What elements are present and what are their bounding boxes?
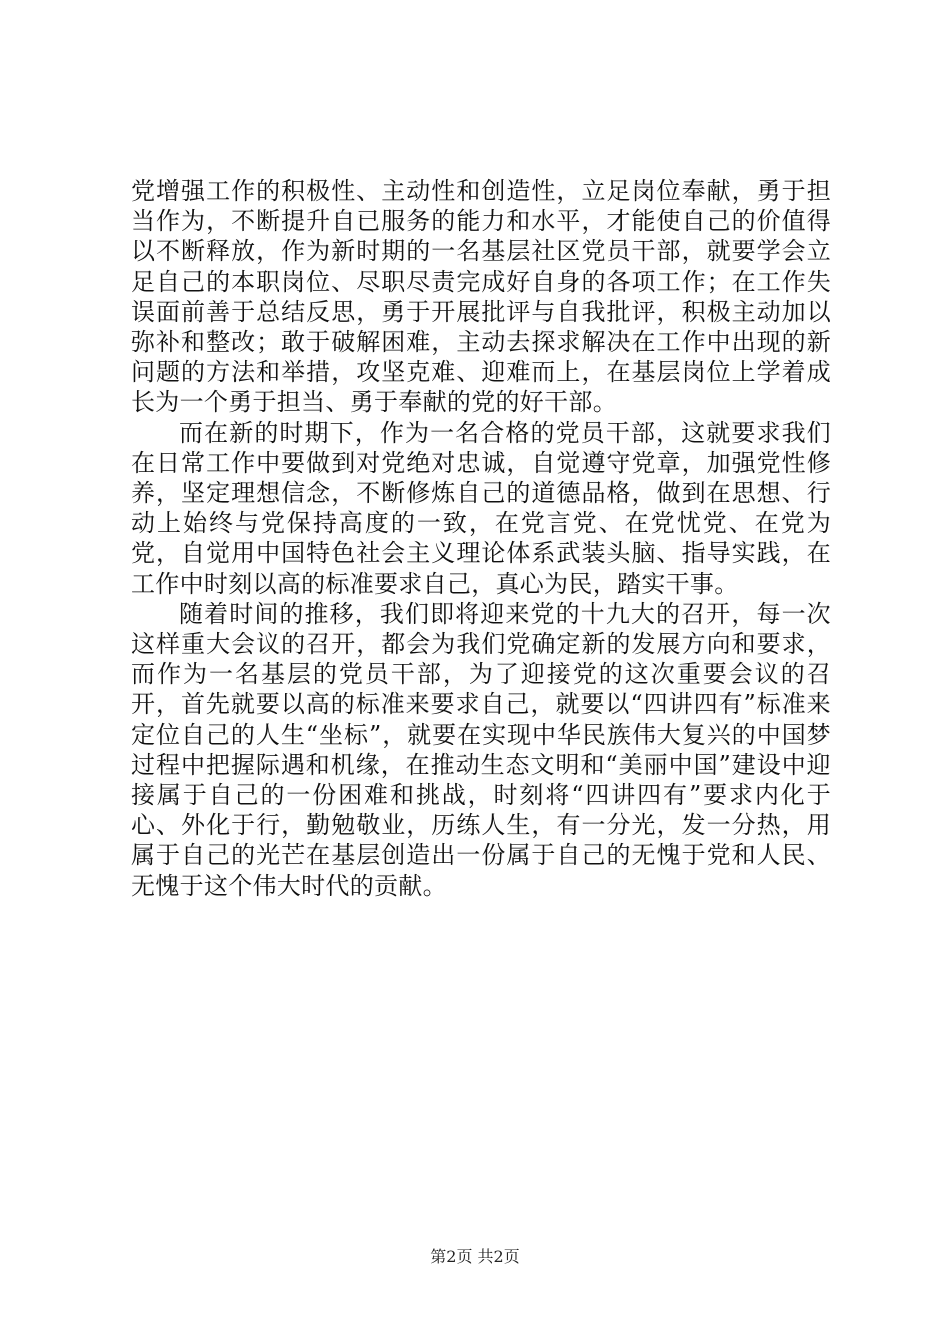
paragraph-3: 随着时间的推移，我们即将迎来党的十九大的召开，每一次这样重大会议的召开，都会为我们党确定新的发展方向和要求，而作为一名基层的党员干部，为了迎接党的这次重要会议的召开，首先就要以高的标准来要求自己，就要以“四讲四有”标准来定位自己的人生“坐标”，就要在实现中华民族伟大复兴的中国梦过程中把握际遇和机缘，在推动生态文明和“美丽中国”建设中迎接属于自己的一份困难和挑战，时刻将“四讲四有”要求内化于心、外化于行，勤勉敬业，历练人生，有一分光，发一分热，用属于自己的光芒在基层创造出一份属于自己的无愧于党和人民、无愧于这个伟大时代的贡献。	[131, 599, 831, 900]
body-text	[131, 176, 831, 901]
paragraph-2: 而在新的时期下，作为一名合格的党员干部，这就要求我们在日常工作中要做到对党绝对忠诚，自觉遵守党章，加强党性修养，坚定理想信念，不断修炼自己的道德品格，做到在思想、行动上始终与党保持高度的一致，在党言党、在党忧党、在党为党，自觉用中国特色社会主义理论体系武装头脑、指导实践，在工作中时刻以高的标准要求自己，真心为民，踏实干事。	[131, 418, 831, 598]
page-footer: 第2页 共2页	[430, 1247, 520, 1266]
paragraph-1: 党增强工作的积极性、主动性和创造性，立足岗位奉献，勇于担当作为，不断提升自已服务的能力和水平，才能使自己的价值得以不断释放，作为新时期的一名基层社区党员干部，就要学会立足自己的本职岗位、尽职尽责完成好自身的各项工作；在工作失误面前善于总结反思，勇于开展批评与自我批评，积极主动加以弥补和整改；敢于破解困难，主动去探求解决在工作中出现的新问题的方法和举措，攻坚克难、迎难而上，在基层岗位上学着成长为一个勇于担当、勇于奉献的党的好干部。	[131, 177, 831, 417]
